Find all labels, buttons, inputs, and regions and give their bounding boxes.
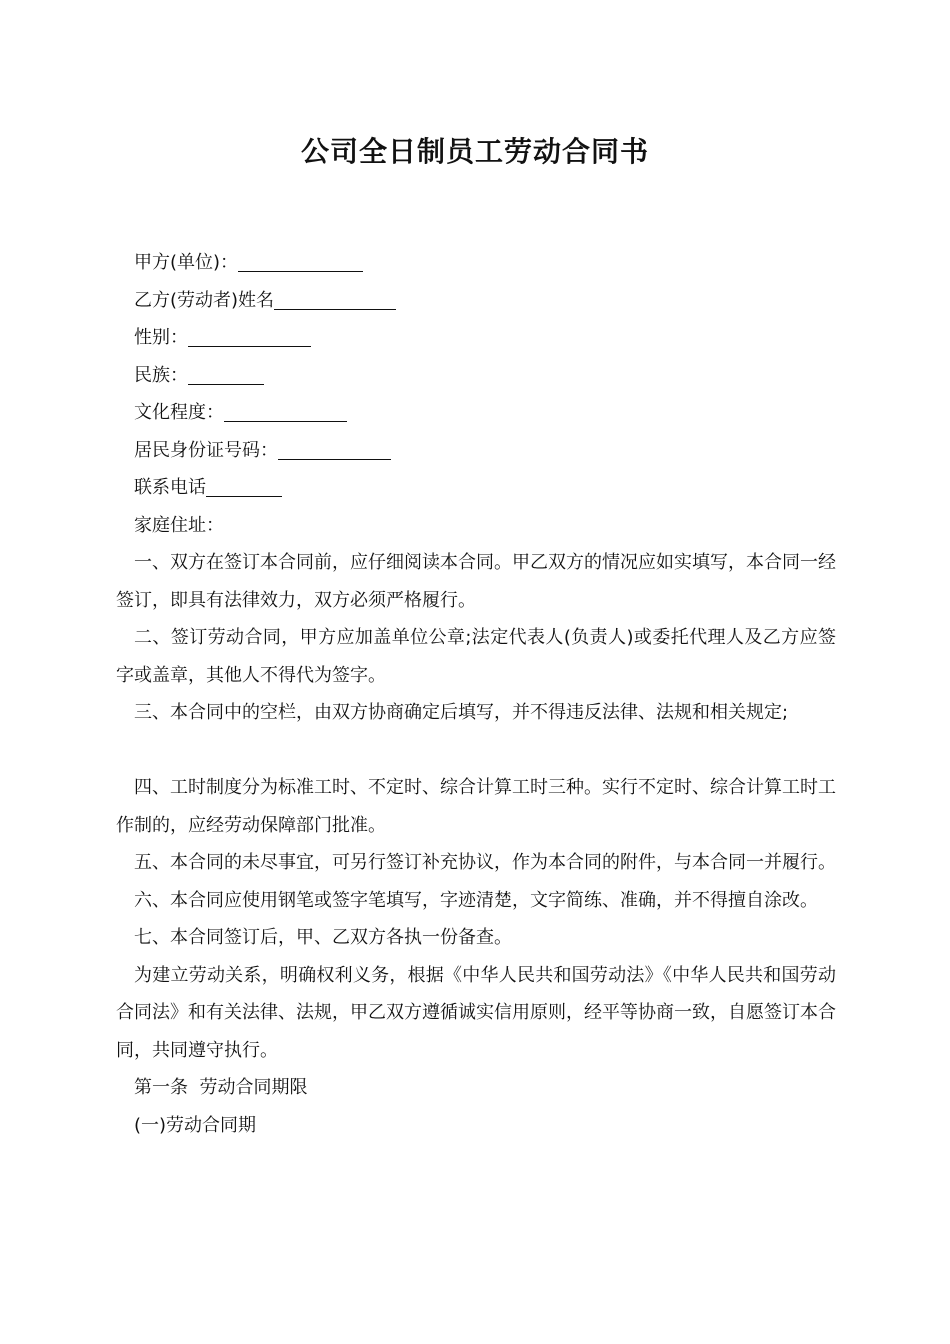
- field-address: [116, 507, 836, 545]
- field-party-a: [116, 244, 836, 282]
- fill-blank: [224, 399, 347, 422]
- clause-paragraph: 四、工时制度分为标准工时、不定时、综合计算工时三种。实行不定时、综合计算工时工作制的，应经劳动保障部门批准。: [116, 777, 836, 836]
- field-ethnicity: [116, 357, 836, 395]
- field-label: 联系电话: [134, 477, 206, 498]
- fill-blank: [206, 474, 282, 497]
- document-body: [116, 244, 836, 1144]
- field-id-number: [116, 432, 836, 470]
- field-education: [116, 394, 836, 432]
- paragraph-spacer: [116, 732, 836, 770]
- field-party-b-name: [116, 282, 836, 320]
- clause-paragraph: 六、本合同应使用钢笔或签字笔填写，字迹清楚，文字简练、准确，并不得擅自涂改。: [134, 889, 818, 911]
- fill-blank: [188, 324, 311, 347]
- clause-paragraph: 三、本合同中的空栏，由双方协商确定后填写，并不得违反法律、法规和相关规定;: [134, 702, 789, 723]
- field-label: 性别：: [134, 327, 188, 348]
- field-label: 乙方(劳动者)姓名: [134, 289, 275, 311]
- fill-blank: [274, 287, 396, 310]
- field-gender: [116, 319, 836, 357]
- clause-paragraph: 一、双方在签订本合同前，应仔细阅读本合同。甲乙双方的情况应如实填写，本合同一经签订，即具有法律效力，双方必须严格履行。: [116, 552, 836, 611]
- clause-paragraph: 二、签订劳动合同，甲方应加盖单位公章;法定代表人(负责人)或委托代理人及乙方应签字或盖章，其他人不得代为签字。: [116, 627, 836, 686]
- field-label: 民族：: [134, 364, 188, 386]
- subsection-heading: (一)劳动合同期: [134, 1114, 257, 1136]
- fill-blank: [278, 437, 391, 460]
- fill-blank: [238, 249, 363, 272]
- field-label: 甲方(单位)：: [134, 252, 239, 273]
- section-heading: 第一条 劳动合同期限: [134, 1077, 308, 1098]
- clause-paragraph: 五、本合同的未尽事宜，可另行签订补充协议，作为本合同的附件，与本合同一并履行。: [134, 852, 836, 873]
- fill-blank: [188, 362, 264, 385]
- field-phone: [116, 469, 836, 507]
- preamble-paragraph: 为建立劳动关系，明确权利义务，根据《中华人民共和国劳动法》《中华人民共和国劳动合同法》和有关法律、法规，甲乙双方遵循诚实信用原则，经平等协商一致，自愿签订本合同，共同遵守执行。: [116, 964, 836, 1061]
- clause-paragraph: 七、本合同签订后，甲、乙双方各执一份备查。: [134, 927, 512, 948]
- field-label: 文化程度：: [134, 402, 224, 423]
- field-label: 家庭住址：: [134, 514, 224, 536]
- document-title: 公司全日制员工劳动合同书: [300, 135, 649, 168]
- field-label: 居民身份证号码：: [134, 439, 278, 461]
